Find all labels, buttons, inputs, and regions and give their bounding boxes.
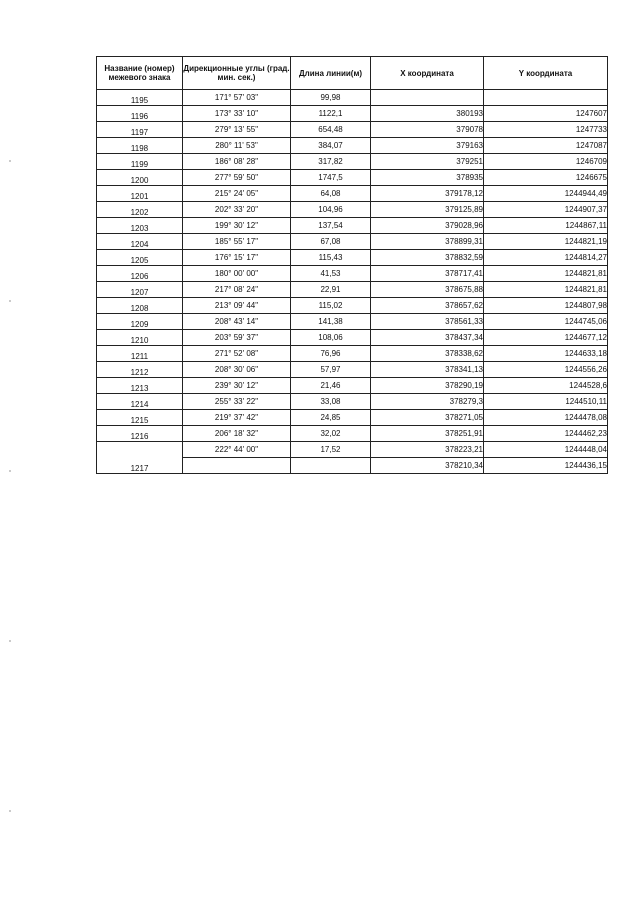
y-coordinate: 1244807,98 (484, 298, 608, 314)
y-coordinate: 1247607 (484, 106, 608, 122)
x-coordinate: 378832,59 (371, 250, 484, 266)
point-name: 1210 (97, 330, 183, 346)
segment-direction: 279° 13' 55" (183, 122, 291, 138)
point-name: 1211 (97, 346, 183, 362)
segment-direction: 215° 24' 05" (183, 186, 291, 202)
segment-length: 22,91 (291, 282, 371, 298)
y-coordinate: 1244528,6 (484, 378, 608, 394)
segment-direction: 185° 55' 17" (183, 234, 291, 250)
x-coordinate: 378899,31 (371, 234, 484, 250)
segment-length: 1122,1 (291, 106, 371, 122)
x-coordinate: 378338,62 (371, 346, 484, 362)
segment-direction: 202° 33' 20" (183, 202, 291, 218)
x-coordinate: 378271,05 (371, 410, 484, 426)
header-direction: Дирекционные углы (град. мин. сек.) (183, 57, 291, 90)
point-name: 1196 (97, 106, 183, 122)
segment-length-empty (291, 458, 371, 474)
point-name: 1202 (97, 202, 183, 218)
point-name: 1205 (97, 250, 183, 266)
segment-direction: 208° 43' 14" (183, 314, 291, 330)
point-name: 1208 (97, 298, 183, 314)
scan-speck (9, 810, 11, 812)
segment-length: 41,53 (291, 266, 371, 282)
y-coordinate: 1244821,19 (484, 234, 608, 250)
segment-length: 21,46 (291, 378, 371, 394)
y-coordinate: 1244677,12 (484, 330, 608, 346)
segment-length: 33,08 (291, 394, 371, 410)
segment-length: 99,98 (291, 90, 371, 106)
x-coordinate: 379125,89 (371, 202, 484, 218)
point-name: 1212 (97, 362, 183, 378)
x-coordinate: 378657,62 (371, 298, 484, 314)
point-name: 1203 (97, 218, 183, 234)
y-coordinate: 1244478,08 (484, 410, 608, 426)
point-name: 1214 (97, 394, 183, 410)
segment-direction: 203° 59' 37" (183, 330, 291, 346)
segment-length: 141,38 (291, 314, 371, 330)
point-name: 1200 (97, 170, 183, 186)
header-length: Длина линии(м) (291, 57, 371, 90)
segment-length: 317,82 (291, 154, 371, 170)
x-coordinate: 378290,19 (371, 378, 484, 394)
x-coordinate-empty (371, 90, 484, 106)
segment-length: 24,85 (291, 410, 371, 426)
x-coordinate: 379251 (371, 154, 484, 170)
segment-direction: 277° 59' 50" (183, 170, 291, 186)
point-name: 1216 (97, 426, 183, 442)
point-name: 1204 (97, 234, 183, 250)
y-coordinate: 1246709 (484, 154, 608, 170)
x-coordinate: 378251,91 (371, 426, 484, 442)
point-name: 1213 (97, 378, 183, 394)
table-header-row (97, 57, 608, 90)
segment-length: 32,02 (291, 426, 371, 442)
segment-direction-empty (183, 458, 291, 474)
segment-direction: 171° 57' 03" (183, 90, 291, 106)
y-coordinate-empty (484, 90, 608, 106)
header-name: Название (номер) межевого знака (97, 57, 183, 90)
y-coordinate: 1246675 (484, 170, 608, 186)
y-coordinate: 1244510,11 (484, 394, 608, 410)
y-coordinate: 1244821,81 (484, 266, 608, 282)
scan-speck (9, 640, 11, 642)
y-coordinate: 1247087 (484, 138, 608, 154)
segment-direction: 271° 52' 08" (183, 346, 291, 362)
segment-direction: 206° 18' 32" (183, 426, 291, 442)
segment-length: 115,43 (291, 250, 371, 266)
table-row (97, 90, 608, 106)
segment-direction: 180° 00' 00" (183, 266, 291, 282)
point-name: 1195 (97, 90, 183, 106)
segment-direction: 255° 33' 22" (183, 394, 291, 410)
x-coordinate: 379028,96 (371, 218, 484, 234)
x-coordinate: 378279,3 (371, 394, 484, 410)
segment-length: 115,02 (291, 298, 371, 314)
y-coordinate: 1244556,26 (484, 362, 608, 378)
x-coordinate: 378561,33 (371, 314, 484, 330)
segment-length: 76,96 (291, 346, 371, 362)
boundary-coordinates-table (96, 56, 608, 474)
segment-length: 137,54 (291, 218, 371, 234)
point-name: 1217 (97, 442, 183, 474)
segment-length: 384,07 (291, 138, 371, 154)
y-coordinate: 1244814,27 (484, 250, 608, 266)
y-coordinate: 1244867,11 (484, 218, 608, 234)
y-coordinate: 1244436,15 (484, 458, 608, 474)
scan-speck (9, 470, 11, 472)
header-y: Y координата (484, 57, 608, 90)
segment-direction: 222° 44' 00" (183, 442, 291, 458)
y-coordinate: 1244821,81 (484, 282, 608, 298)
y-coordinate: 1244633,18 (484, 346, 608, 362)
x-coordinate: 380193 (371, 106, 484, 122)
point-name: 1198 (97, 138, 183, 154)
point-name: 1209 (97, 314, 183, 330)
segment-length: 67,08 (291, 234, 371, 250)
table-body (97, 90, 608, 474)
segment-length: 57,97 (291, 362, 371, 378)
y-coordinate: 1247733 (484, 122, 608, 138)
x-coordinate: 379078 (371, 122, 484, 138)
segment-direction: 219° 37' 42" (183, 410, 291, 426)
x-coordinate: 378717,41 (371, 266, 484, 282)
segment-length: 104,96 (291, 202, 371, 218)
y-coordinate: 1244462,23 (484, 426, 608, 442)
segment-length: 64,08 (291, 186, 371, 202)
y-coordinate: 1244907,37 (484, 202, 608, 218)
header-x: X координата (371, 57, 484, 90)
segment-length: 1747,5 (291, 170, 371, 186)
segment-direction: 173° 33' 10" (183, 106, 291, 122)
point-name: 1207 (97, 282, 183, 298)
point-name: 1215 (97, 410, 183, 426)
segment-direction: 213° 09' 44" (183, 298, 291, 314)
point-name: 1201 (97, 186, 183, 202)
scan-speck (9, 300, 11, 302)
x-coordinate: 378223,21 (371, 442, 484, 458)
point-name: 1206 (97, 266, 183, 282)
point-name: 1197 (97, 122, 183, 138)
x-coordinate: 378935 (371, 170, 484, 186)
segment-length: 17,52 (291, 442, 371, 458)
segment-direction: 217° 08' 24" (183, 282, 291, 298)
segment-direction: 239° 30' 12" (183, 378, 291, 394)
segment-direction: 280° 11' 53" (183, 138, 291, 154)
x-coordinate: 378341,13 (371, 362, 484, 378)
segment-length: 654,48 (291, 122, 371, 138)
x-coordinate: 379163 (371, 138, 484, 154)
scan-speck (9, 160, 11, 162)
x-coordinate: 378210,34 (371, 458, 484, 474)
segment-direction: 199° 30' 12" (183, 218, 291, 234)
segment-direction: 208° 30' 06" (183, 362, 291, 378)
segment-length: 108,06 (291, 330, 371, 346)
x-coordinate: 378675,88 (371, 282, 484, 298)
point-name: 1199 (97, 154, 183, 170)
x-coordinate: 378437,34 (371, 330, 484, 346)
y-coordinate: 1244448,04 (484, 442, 608, 458)
x-coordinate: 379178,12 (371, 186, 484, 202)
segment-direction: 186° 08' 28" (183, 154, 291, 170)
segment-direction: 176° 15' 17" (183, 250, 291, 266)
y-coordinate: 1244745,06 (484, 314, 608, 330)
y-coordinate: 1244944,49 (484, 186, 608, 202)
